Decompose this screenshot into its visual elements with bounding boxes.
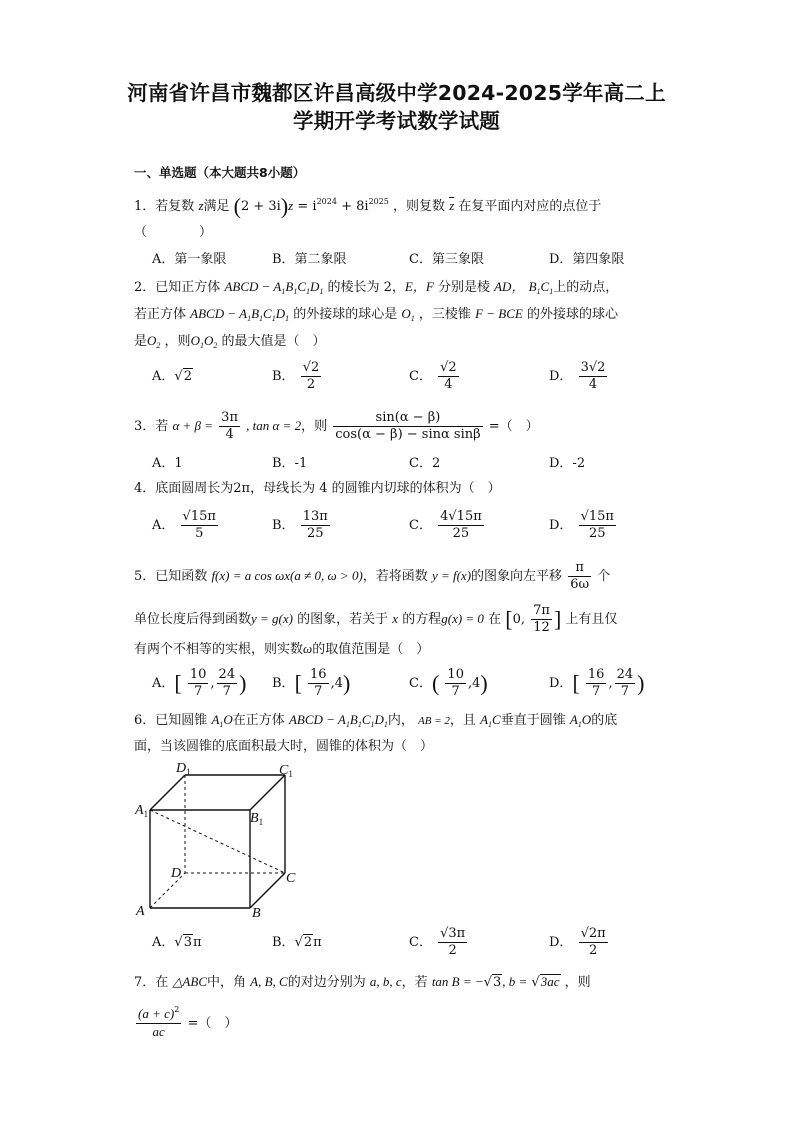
q4-option-d[interactable]: D． $\frac{√15\pi}{25}$	[549, 509, 614, 541]
question-2: 2．已知正方体 ABCD − $A_1B_1C_1D_1$ 的棱长为 2，E，F 分别是棱 AD， $B_1C_1$上的动点，	[134, 279, 619, 296]
label-d1: $D_1$	[176, 761, 191, 777]
q1-option-c[interactable]: C．第三象限	[409, 252, 484, 267]
q5-option-c[interactable]: C．( $\frac{10}{7}$ ,4)	[409, 667, 488, 699]
q3-option-a[interactable]: A．1	[152, 456, 183, 471]
q2-option-a[interactable]: A．√2	[152, 369, 192, 384]
q5-option-d[interactable]: D．[ $\frac{16}{7}$ , $\frac{24}{7}$ )	[549, 667, 645, 699]
diagonal-a1c	[150, 810, 285, 873]
q3-option-c[interactable]: C．2	[409, 456, 441, 471]
q3-option-b[interactable]: B．-1	[272, 456, 308, 471]
edge-b1c1	[250, 775, 285, 810]
exam-title-line2: 学期开学考试数学试题	[293, 109, 500, 133]
q5-option-a[interactable]: A．[ $\frac{10}{7}$ , $\frac{24}{7}$ )	[152, 667, 247, 699]
cube-figure	[130, 758, 300, 918]
label-a1: $A_1$	[135, 803, 149, 819]
q1-option-d[interactable]: D．第四象限	[549, 252, 625, 267]
q2-option-b[interactable]: B． $\frac{√2}{2}$	[272, 360, 320, 392]
q6-option-b[interactable]: B．√2π	[272, 935, 322, 950]
question-5: 5．已知函数 f(x) = a cos ωx(a ≠ 0, ω > 0)，若将函数 y = f(x)的图象向左平移 $\frac{\pi}{6\omega}$ 个	[134, 560, 611, 592]
question-2-line3: 是$O_2$ ，则$O_1O_2$ 的最大值是（ ）	[134, 333, 326, 350]
question-1-paren: （ ）	[134, 225, 213, 240]
edge-a1d1	[150, 775, 185, 810]
label-b1: $B_1$	[250, 811, 264, 827]
label-c1: $C_1$	[279, 763, 293, 779]
label-d: D	[171, 866, 182, 881]
question-7: 7．在 △ABC中，角 A, B, C的对边分别为 a, b, c，若 tan B = −√3, b = √3ac ，则	[134, 974, 591, 990]
q3-option-d[interactable]: D．-2	[549, 456, 586, 471]
question-2-line2: 若正方体 ABCD − $A_1B_1C_1D_1$ 的外接球的球心是 $O_1$ ，三棱锥 F − BCE 的外接球的球心	[134, 306, 619, 323]
q4-option-a[interactable]: A． $\frac{√15\pi}{5}$	[152, 509, 216, 541]
q2-option-d[interactable]: D． $\frac{3√2}{4}$	[549, 360, 606, 392]
q4-option-b[interactable]: B． $\frac{13\pi}{25}$	[272, 509, 328, 541]
question-6-line2: 面，当该圆锥的底面积最大时，圆锥的体积为（ ）	[134, 739, 434, 754]
q2-option-c[interactable]: C． $\frac{√2}{4}$	[409, 360, 457, 392]
label-a: A	[136, 904, 145, 918]
q6-option-c[interactable]: C． $\frac{√3\pi}{2}$	[409, 926, 466, 958]
q1-option-a[interactable]: A．第一象限	[152, 252, 227, 267]
label-b: B	[252, 906, 261, 918]
edge-bc	[250, 873, 285, 908]
question-3: 3．若 α + β = $\frac{3\pi}{4}$ , tan α = 2，则 $\frac{\sin(\alpha - \beta)}{\text{cos(α − β) − sinα sinβ}}$ =（ ）	[134, 410, 539, 442]
question-7-expr: $\frac{(a + c)^2}{ac}$ =（ ）	[138, 1005, 238, 1039]
q6-option-a[interactable]: A．√3π	[152, 935, 202, 950]
question-6: 6．已知圆锥 $A_1O$在正方体 ABCD − $A_1B_1C_1D_1$内， AB = 2，且 $A_1C$垂直于圆锥 $A_1O$的底	[134, 712, 618, 729]
question-5-line3: 有两个不相等的实根，则实数ω的取值范围是（ ）	[134, 641, 430, 657]
q6-option-d[interactable]: D． $\frac{√2\pi}{2}$	[549, 926, 606, 958]
section-heading: 一、单选题（本大题共8小题）	[134, 165, 306, 180]
q4-option-c[interactable]: C． $\frac{4√15\pi}{25}$	[409, 509, 482, 541]
question-5-line2: 单位长度后得到函数y = g(x) 的图象，若关于 x 的方程g(x) = 0 在 [0, $\frac{7\pi}{12}$ ] 上有且仅	[134, 603, 618, 635]
label-c: C	[286, 871, 296, 886]
q1-option-b[interactable]: B．第二象限	[272, 252, 347, 267]
question-4: 4．底面圆周长为2π，母线长为 4 的圆锥内切球的体积为（ ）	[134, 481, 501, 496]
exam-title-line1: 河南省许昌市魏都区许昌高级中学2024-2025学年高二上	[127, 81, 666, 105]
question-1: 1．若复数 z满足 $(2 + 3i)z = i^{2024} + 8i^{2025}$ ，则复数 $\overline{z}$ 在复平面内对应的点位于	[134, 193, 602, 219]
q5-option-b[interactable]: B．[ $\frac{16}{7}$ ,4)	[272, 667, 351, 699]
